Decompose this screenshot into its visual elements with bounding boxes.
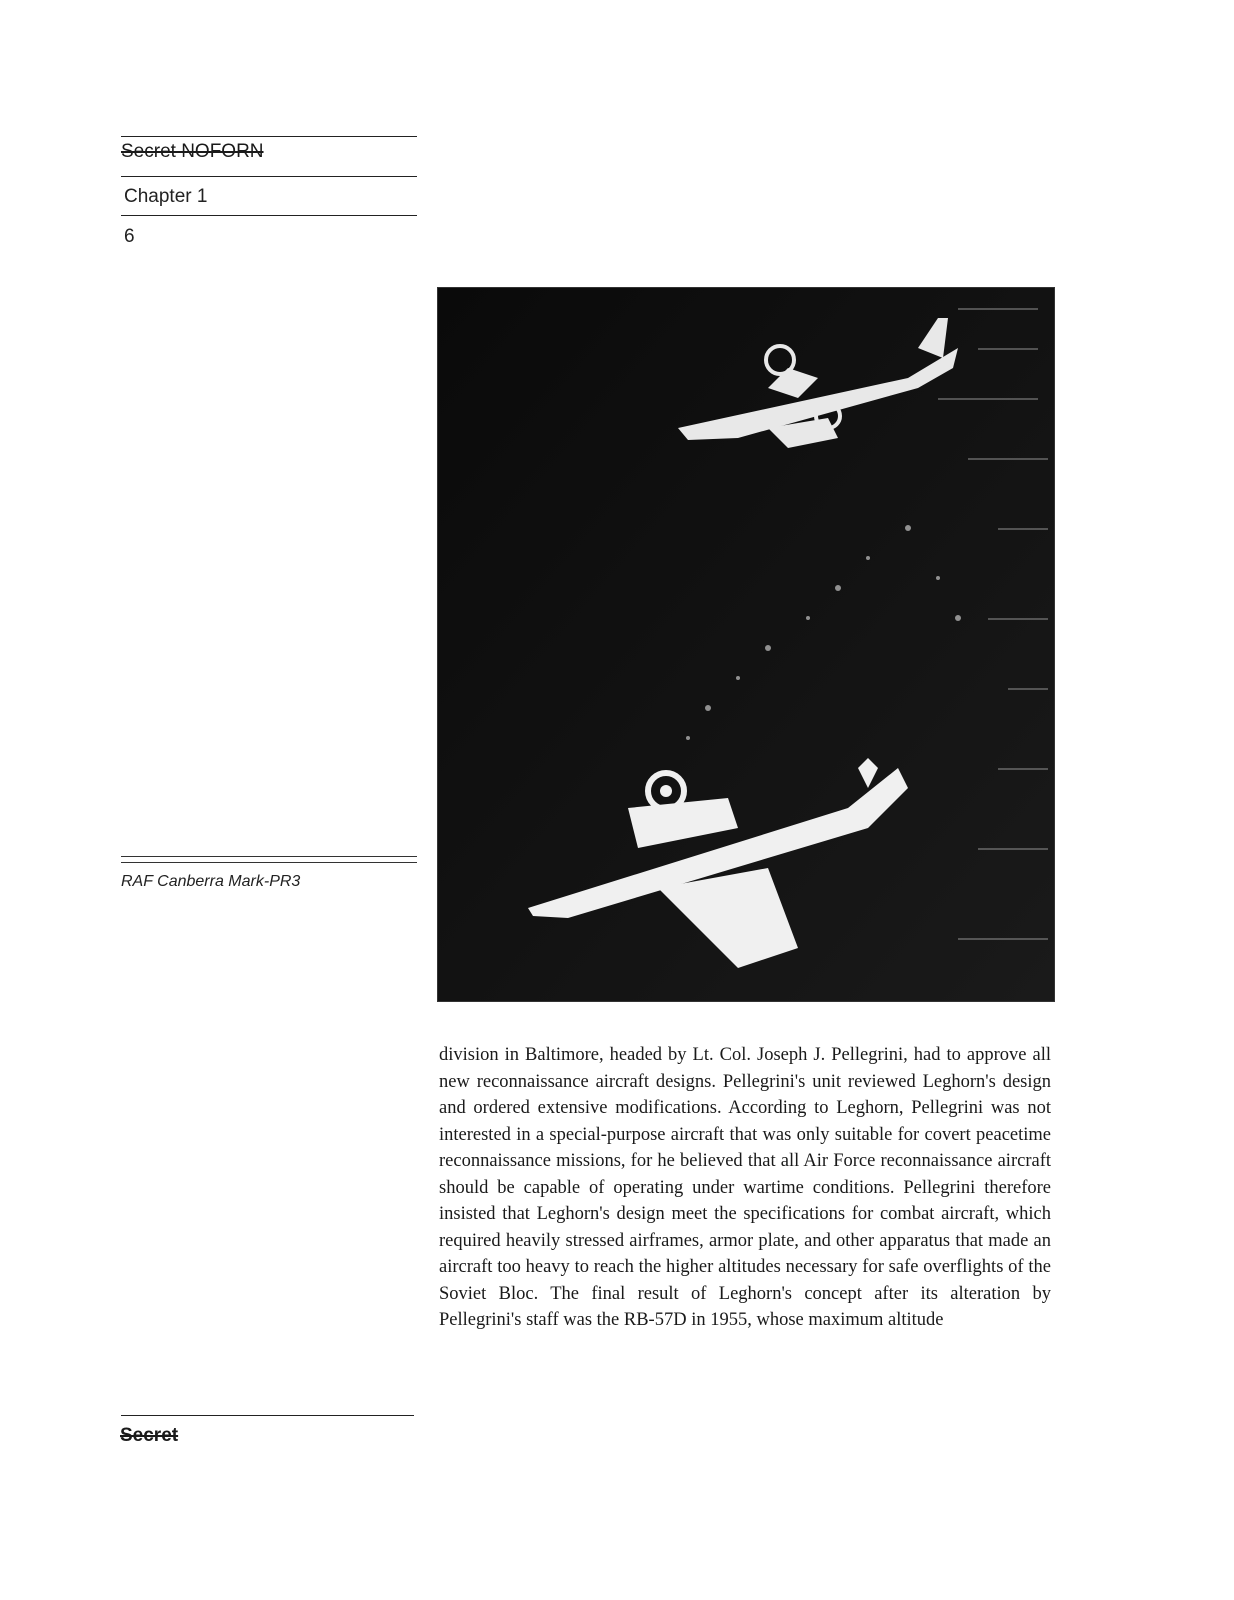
body-paragraph: division in Baltimore, headed by Lt. Col. Joseph J. Pellegrini, had to approve all new reconnaissance aircraft designs. Pellegrini's unit reviewed Leghorn's design and ordered extensive modifications. According to Leghorn, Pellegrini was not interested in a special-purpose aircraft that was only suitable for covert peacetime reconnaissance missions, for he believed that all Air Force reconnaissance aircraft should be capable of operating under wartime conditions. Pellegrini therefore insisted that Leghorn's design meet the specifications for combat aircraft, which required heavily stressed airframes, armor plate, and other apparatus that made an aircraft too heavy to reach the higher altitudes necessary for safe overflights of the Soviet Bloc. The final result of Leghorn's concept after its alteration by Pellegrini's staff was the RB-57D in 1955, whose maximum altitude (439, 1045, 1051, 1330)
aircraft-photo (437, 287, 1055, 1002)
header-top-rule (121, 136, 417, 137)
page-number: 6 (124, 226, 135, 247)
footer-rule (121, 1415, 414, 1416)
header-rule-3 (121, 215, 417, 216)
header-rule-2 (121, 176, 417, 177)
chapter-label: Chapter 1 (124, 186, 208, 207)
header-classification: Secret NOFORN (121, 141, 264, 162)
footer-classification: Secret (120, 1425, 179, 1446)
figure-caption: RAF Canberra Mark-PR3 (121, 873, 301, 890)
caption-rule (121, 856, 417, 863)
